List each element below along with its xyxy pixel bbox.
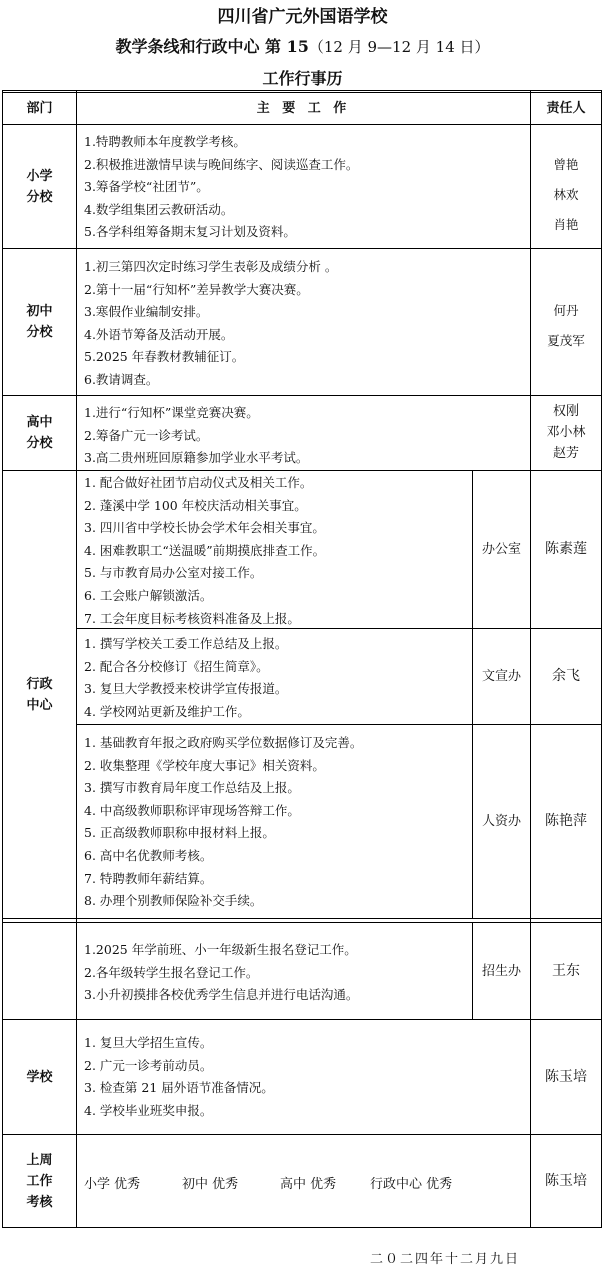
junior-owners (531, 296, 601, 356)
list-item: 2.各年级转学生报名登记工作。 (84, 964, 259, 980)
unit-publicity: 文宣办 (481, 669, 521, 684)
owner-publicity: 余飞 (552, 668, 580, 684)
owner-name: 权刚 (552, 404, 579, 419)
owner-name: 肖艳 (553, 217, 579, 232)
senior-work-list (84, 402, 308, 470)
list-item: 1.进行“行知杯”课堂竞赛决赛。 (84, 405, 259, 420)
list-item: 3. 撰写市教育局年度工作总结及上报。 (84, 780, 300, 796)
owner-hr: 陈艳萍 (545, 813, 587, 829)
primary-owners (531, 150, 601, 240)
list-item: 6. 高中名优教师考核。 (84, 847, 213, 863)
list-item: 3.寒假作业编制安排。 (84, 304, 209, 320)
owner-name: 曾艳 (553, 157, 579, 172)
dept-senior: 高中 分校 (26, 415, 53, 451)
list-item: 4. 中高级教师职称评审现场答辩工作。 (84, 802, 300, 818)
list-item: 6.教请调查。 (84, 371, 159, 387)
list-item: 4.数学组集团云教研活动。 (84, 201, 234, 217)
column-header-dept: 部门 (26, 101, 53, 116)
list-item: 2. 收集整理《学校年度大事记》相关资料。 (84, 757, 325, 773)
document-subtitle (0, 34, 605, 57)
list-item: 5.各学科组筹备期末复习计划及资料。 (84, 224, 296, 240)
dept-primary: 小学 分校 (26, 168, 53, 205)
column-header-work: 主 要 工 作 (256, 101, 351, 116)
list-item: 2. 配合各分校修订《招生简章》。 (84, 658, 269, 674)
publicity-work-list (84, 633, 287, 723)
list-item: 4.外语节筹备及活动开展。 (84, 326, 234, 342)
list-item: 1. 基础教育年报之政府购买学位数据修订及完善。 (84, 735, 363, 750)
owner-name: 林欢 (553, 187, 579, 202)
list-item: 2.第十一届“行知杯”差异教学大赛决赛。 (84, 281, 309, 297)
subtitle-main: 教学条线和行政中心 第 15 (115, 37, 309, 56)
owner-review: 陈玉培 (545, 1172, 587, 1189)
list-item: 1. 配合做好社团节启动仪式及相关工作。 (84, 475, 313, 490)
owner-admissions: 王东 (552, 962, 580, 979)
dept-admin: 行政 中心 (26, 676, 53, 713)
list-item: 3.筹备学校“社团节”。 (84, 179, 209, 195)
list-item: 2.筹备广元一诊考试。 (84, 427, 209, 443)
list-item: 1.初三第四次定时练习学生表彰及成绩分析 。 (84, 259, 338, 274)
list-item: 2. 广元一诊考前动员。 (84, 1057, 213, 1073)
owner-office: 陈素莲 (545, 541, 587, 557)
eval-junior: 初中 优秀 (182, 1177, 239, 1192)
list-item: 1. 撰写学校关工委工作总结及上报。 (84, 636, 288, 651)
list-item: 5.2025 年春教材教辅征订。 (84, 349, 245, 365)
office-work-list (84, 472, 325, 630)
owner-school: 陈玉培 (545, 1068, 587, 1085)
unit-hr: 人资办 (481, 814, 521, 829)
dept-junior: 初中 分校 (26, 304, 53, 340)
list-item: 4. 学校网站更新及维护工作。 (84, 703, 250, 719)
unit-office: 办公室 (481, 542, 521, 557)
unit-admissions: 招生办 (481, 963, 521, 979)
column-header-owner: 责任人 (546, 101, 586, 116)
list-item: 2.积极推进激情早读与晚间练字、阅读巡查工作。 (84, 156, 359, 172)
school-name: 四川省广元外国语学校 (217, 7, 388, 27)
list-item: 4. 学校毕业班奖申报。 (84, 1102, 213, 1118)
admissions-work-list (84, 939, 358, 1007)
list-item: 7. 工会年度目标考核资料准备及上报。 (84, 610, 300, 626)
eval-admin: 行政中心 优秀 (370, 1177, 453, 1192)
list-item: 3. 检查第 21 届外语节准备情况。 (84, 1080, 274, 1096)
list-item: 5. 正高级教师职称申报材料上报。 (84, 825, 275, 841)
list-item: 2. 蓬溪中学 100 年校庆活动相关事宜。 (84, 497, 307, 513)
list-item: 3.高二贵州班回原籍参加学业水平考试。 (84, 450, 309, 466)
list-item: 4. 困难教职工“送温暖”前期摸底排查工作。 (84, 542, 326, 558)
document-title: 工作行事历 (262, 69, 343, 88)
subtitle-dates: （12 月 9—12 月 14 日） (308, 38, 490, 56)
dept-school: 学校 (26, 1069, 53, 1085)
hr-work-list (84, 732, 362, 913)
list-item: 1.2025 年学前班、小一年级新生报名登记工作。 (84, 942, 357, 957)
eval-senior: 高中 优秀 (280, 1177, 337, 1192)
owner-name: 何丹 (553, 303, 579, 318)
review-evaluations (84, 1173, 452, 1192)
list-item: 8. 办理个别教师保险补交手续。 (84, 893, 263, 909)
school-work-list (84, 1032, 274, 1122)
junior-work-list (84, 256, 337, 392)
owner-name: 赵芳 (552, 446, 579, 461)
list-item: 3.小升初摸排各校优秀学生信息并进行电话沟通。 (84, 987, 359, 1003)
eval-primary: 小学 优秀 (84, 1177, 141, 1192)
list-item: 5. 与市教育局办公室对接工作。 (84, 565, 263, 581)
list-item: 6. 工会账户解锁激活。 (84, 587, 213, 603)
owner-name: 邓小林 (546, 425, 586, 440)
senior-owners (531, 401, 601, 464)
list-item: 1.特聘教师本年度教学考核。 (84, 134, 246, 149)
list-item: 3. 四川省中学校长协会学术年会相关事宜。 (84, 520, 325, 536)
primary-work-list (84, 131, 358, 244)
owner-name: 夏茂军 (547, 333, 585, 348)
document-date: 二０二四年十二月九日 (370, 1252, 521, 1267)
dept-review: 上周 工作 考核 (26, 1152, 53, 1210)
list-item: 1. 复旦大学招生宣传。 (84, 1035, 213, 1050)
list-item: 7. 特聘教师年薪结算。 (84, 870, 213, 886)
list-item: 3. 复旦大学教授来校讲学宣传报道。 (84, 681, 288, 697)
